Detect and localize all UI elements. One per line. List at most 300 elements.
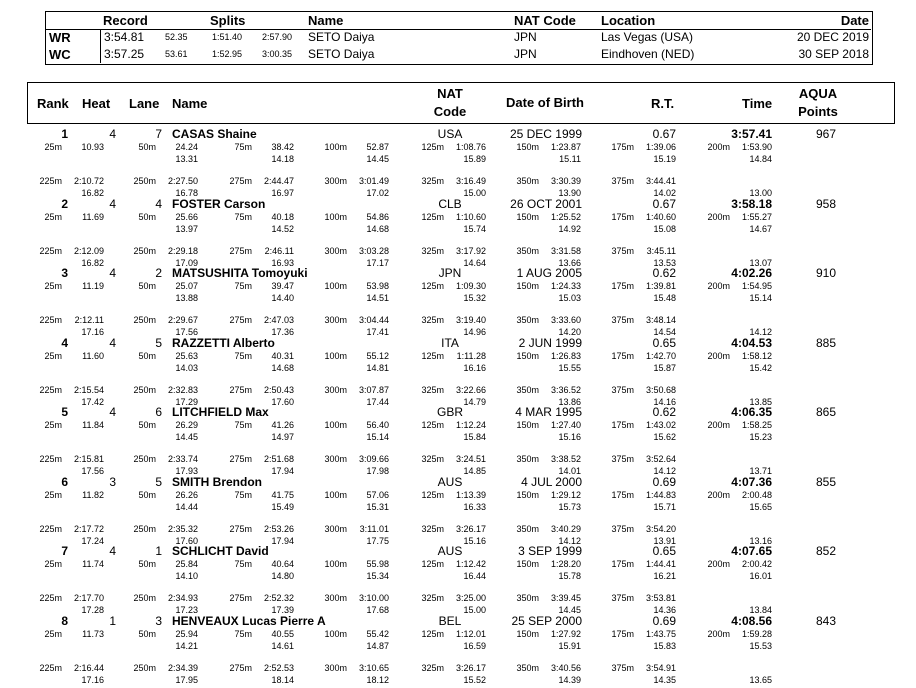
heat: 4	[109, 196, 116, 211]
split-distance: 100m	[324, 420, 347, 430]
split-lap: 14.36	[653, 605, 676, 615]
split-value: 40.64	[271, 559, 294, 569]
split-value: 3:11.01	[359, 523, 389, 534]
heat: 4	[109, 405, 116, 419]
split-value: 55.12	[366, 350, 389, 361]
split-value: 11.84	[82, 420, 104, 430]
split-distance: 375m	[611, 454, 634, 464]
rank: 8	[61, 613, 68, 628]
split-lap: 14.68	[271, 362, 294, 373]
split-distance: 150m	[516, 628, 539, 639]
split-lap: 15.32	[463, 293, 486, 303]
split-value: 1:58.12	[741, 350, 772, 361]
split-distance: 25m	[44, 211, 62, 222]
split-distance: 75m	[234, 211, 252, 222]
split-lap: 14.67	[749, 223, 772, 234]
lane: 1	[155, 544, 162, 558]
aqua-points: 852	[815, 544, 836, 558]
split-value: 3:38.52	[550, 454, 581, 464]
heat: 4	[109, 127, 116, 141]
split-lap: 13.31	[175, 154, 198, 164]
split-lap: 17.17	[366, 257, 389, 268]
split-distance: 325m	[421, 315, 444, 325]
split-value: 3:17.92	[455, 245, 486, 256]
col-heat: Heat	[82, 96, 111, 111]
split-value: 10.93	[81, 142, 104, 152]
split-lap: 15.08	[653, 223, 676, 234]
split-distance: 300m	[324, 245, 347, 256]
split-distance: 150m	[516, 489, 539, 500]
split-value: 3:52.64	[645, 454, 676, 464]
split-distance: 125m	[421, 350, 444, 361]
split-distance: 175m	[611, 628, 634, 639]
split-value: 3:01.49	[358, 176, 389, 186]
split-distance: 100m	[324, 628, 347, 639]
split-lap: 14.12	[653, 466, 676, 476]
split-value: 11.73	[82, 628, 104, 639]
split-lap: 17.44	[366, 396, 389, 407]
split-lap: 14.85	[463, 466, 486, 476]
split-lap: 14.87	[366, 640, 389, 651]
split-lap: 17.28	[81, 605, 104, 615]
col-aqua: AQUA	[798, 86, 838, 101]
split-distance: 350m	[516, 662, 539, 673]
split-value: 2:53.26	[263, 523, 294, 534]
records-divider	[100, 29, 101, 63]
split-value: 1:12.24	[455, 420, 486, 430]
aqua-points: 865	[815, 405, 836, 419]
split-value: 1:26.83	[550, 350, 581, 361]
rank: 6	[61, 474, 68, 489]
split-distance: 200m	[707, 489, 730, 500]
split-distance: 250m	[133, 454, 156, 464]
split-distance: 175m	[611, 489, 634, 500]
split-lap: 13.65	[749, 674, 772, 685]
split-distance: 250m	[133, 523, 156, 534]
split-distance: 125m	[421, 420, 444, 430]
split-value: 41.75	[271, 489, 294, 500]
split-value: 2:12.09	[73, 245, 104, 256]
split-value: 3:26.17	[455, 523, 486, 534]
split-value: 1:27.92	[550, 628, 581, 639]
split-lap: 14.64	[463, 257, 486, 268]
split-distance: 275m	[229, 454, 252, 464]
split-distance: 375m	[611, 245, 634, 256]
split-value: 52.87	[366, 142, 389, 152]
split-value: 26.29	[175, 420, 198, 430]
split-distance: 300m	[324, 315, 347, 325]
split-lap: 15.84	[463, 432, 486, 442]
split-value: 1:24.33	[550, 281, 581, 291]
split-lap: 15.16	[558, 432, 581, 442]
aqua-points: 967	[815, 127, 836, 141]
aqua-points: 910	[815, 266, 836, 280]
split-value: 2:34.93	[167, 593, 198, 603]
record-split: 1:51.40	[212, 32, 243, 42]
split-lap: 18.12	[366, 674, 389, 685]
split-value: 2:15.54	[73, 384, 104, 395]
split-distance: 25m	[44, 281, 62, 291]
lane: 5	[155, 335, 162, 350]
lane: 2	[155, 266, 162, 280]
split-distance: 225m	[39, 245, 62, 256]
split-lap: 15.48	[653, 293, 676, 303]
heat: 4	[109, 335, 116, 350]
record-split: 3:00.35	[262, 49, 293, 59]
split-value: 2:29.67	[167, 315, 198, 325]
split-distance: 75m	[234, 350, 252, 361]
split-value: 3:03.28	[358, 245, 389, 256]
split-distance: 375m	[611, 593, 634, 603]
split-distance: 275m	[229, 315, 252, 325]
reaction-time: 0.69	[652, 613, 676, 628]
split-value: 40.18	[271, 211, 294, 222]
split-distance: 25m	[44, 489, 62, 500]
split-distance: 50m	[138, 211, 156, 222]
split-value: 2:17.72	[73, 523, 104, 534]
split-value: 1:12.42	[455, 559, 486, 569]
date-of-birth: 3 SEP 1999	[518, 544, 582, 558]
split-lap: 14.80	[271, 571, 294, 581]
split-lap: 15.71	[653, 501, 676, 512]
aqua-points: 958	[815, 196, 836, 211]
split-lap: 15.31	[366, 501, 389, 512]
split-value: 1:25.52	[550, 211, 581, 222]
date-of-birth: 26 OCT 2001	[510, 196, 582, 211]
split-value: 3:16.49	[455, 176, 486, 186]
records-header-record: Record	[103, 13, 148, 28]
split-value: 3:48.14	[645, 315, 676, 325]
split-value: 3:26.17	[455, 662, 486, 673]
split-distance: 75m	[234, 559, 252, 569]
record-date: 20 DEC 2019	[796, 30, 869, 44]
heat: 1	[109, 613, 116, 628]
reaction-time: 0.65	[652, 335, 676, 350]
split-value: 56.40	[366, 420, 389, 430]
split-distance: 175m	[611, 211, 634, 222]
aqua-points: 843	[815, 613, 836, 628]
split-distance: 50m	[138, 559, 156, 569]
rank: 1	[61, 127, 68, 141]
split-lap: 15.53	[749, 640, 772, 651]
split-lap: 14.79	[463, 396, 486, 407]
split-distance: 125m	[421, 211, 444, 222]
final-time: 4:06.35	[731, 405, 772, 419]
record-nat: JPN	[514, 47, 537, 61]
split-lap: 16.16	[463, 362, 486, 373]
split-distance: 325m	[421, 454, 444, 464]
col-time: Time	[742, 96, 773, 111]
split-distance: 75m	[234, 142, 252, 152]
split-lap: 14.45	[175, 432, 198, 442]
split-distance: 225m	[39, 593, 62, 603]
record-split: 52.35	[165, 32, 188, 42]
split-distance: 350m	[516, 384, 539, 395]
split-value: 1:54.95	[741, 281, 772, 291]
split-value: 3:45.11	[646, 245, 676, 256]
split-lap: 14.44	[175, 501, 198, 512]
split-lap: 17.75	[366, 535, 389, 546]
split-value: 55.42	[366, 628, 389, 639]
split-distance: 100m	[324, 489, 347, 500]
split-lap: 14.12	[749, 327, 772, 337]
split-distance: 350m	[516, 454, 539, 464]
split-distance: 300m	[324, 454, 347, 464]
split-value: 1:23.87	[550, 142, 581, 152]
split-value: 11.74	[82, 559, 104, 569]
split-distance: 375m	[611, 523, 634, 534]
split-lap: 14.16	[653, 396, 676, 407]
split-lap: 14.20	[558, 327, 581, 337]
split-lap: 17.68	[366, 605, 389, 615]
split-lap: 16.21	[653, 571, 676, 581]
final-time: 4:04.53	[731, 335, 772, 350]
athlete-name: SMITH Brendon	[172, 474, 262, 489]
split-lap: 16.82	[81, 257, 104, 268]
split-lap: 14.03	[175, 362, 198, 373]
split-lap: 15.03	[558, 293, 581, 303]
split-lap: 17.94	[271, 535, 294, 546]
split-value: 1:43.75	[645, 628, 676, 639]
split-value: 1:27.40	[550, 420, 581, 430]
lane: 7	[155, 127, 162, 141]
split-lap: 13.91	[653, 535, 676, 546]
split-distance: 350m	[516, 523, 539, 534]
split-distance: 125m	[421, 142, 444, 152]
split-lap: 15.14	[366, 432, 389, 442]
split-distance: 250m	[133, 245, 156, 256]
split-distance: 175m	[611, 350, 634, 361]
split-distance: 225m	[39, 315, 62, 325]
split-lap: 14.12	[558, 535, 581, 546]
split-distance: 150m	[516, 559, 539, 569]
split-value: 40.55	[271, 628, 294, 639]
split-lap: 15.19	[653, 154, 676, 164]
split-value: 1:42.70	[645, 350, 676, 361]
rank: 2	[61, 196, 68, 211]
split-lap: 17.93	[175, 466, 198, 476]
split-value: 25.63	[175, 350, 198, 361]
split-value: 2:33.74	[167, 454, 198, 464]
split-value: 1:09.30	[455, 281, 486, 291]
split-lap: 15.83	[653, 640, 676, 651]
split-value: 2:00.48	[741, 489, 772, 500]
split-lap: 17.56	[175, 327, 198, 337]
split-lap: 15.89	[463, 154, 486, 164]
split-distance: 75m	[234, 628, 252, 639]
nat-code: CLB	[438, 196, 462, 211]
split-distance: 200m	[707, 142, 730, 152]
aqua-points: 885	[815, 335, 836, 350]
split-value: 3:50.68	[645, 384, 676, 395]
split-distance: 100m	[324, 559, 347, 569]
split-distance: 125m	[421, 559, 444, 569]
split-distance: 250m	[133, 315, 156, 325]
split-distance: 375m	[611, 384, 634, 395]
split-distance: 325m	[421, 384, 444, 395]
aqua-points: 855	[815, 474, 836, 489]
split-distance: 175m	[611, 559, 634, 569]
final-time: 4:07.36	[731, 474, 772, 489]
final-time: 3:58.18	[731, 196, 772, 211]
split-distance: 175m	[611, 281, 634, 291]
split-distance: 50m	[138, 420, 156, 430]
split-lap: 14.18	[271, 154, 294, 164]
reaction-time: 0.65	[652, 544, 676, 558]
split-lap: 13.88	[175, 293, 198, 303]
col-code: Code	[433, 104, 467, 119]
final-time: 4:07.65	[731, 544, 772, 558]
split-value: 55.98	[366, 559, 389, 569]
split-distance: 350m	[516, 315, 539, 325]
date-of-birth: 4 MAR 1995	[515, 405, 582, 419]
split-value: 3:54.91	[645, 662, 676, 673]
split-lap: 13.16	[749, 535, 772, 546]
split-value: 2:35.32	[167, 523, 198, 534]
split-value: 54.86	[366, 211, 389, 222]
split-value: 2:29.18	[167, 245, 198, 256]
split-value: 1:53.90	[741, 142, 772, 152]
split-lap: 13.66	[558, 257, 581, 268]
date-of-birth: 1 AUG 2005	[516, 266, 582, 280]
split-lap: 14.02	[653, 188, 676, 198]
athlete-name: CASAS Shaine	[172, 127, 257, 141]
split-value: 3:53.81	[645, 593, 676, 603]
split-lap: 17.16	[81, 327, 104, 337]
split-lap: 17.95	[175, 674, 198, 685]
records-header-nat: NAT Code	[514, 13, 576, 28]
split-value: 25.84	[175, 559, 198, 569]
split-value: 2:46.11	[264, 245, 294, 256]
nat-code: BEL	[438, 613, 462, 628]
split-value: 1:13.39	[455, 489, 486, 500]
split-distance: 25m	[44, 142, 62, 152]
col-nat: NAT	[437, 86, 463, 101]
col-name: Name	[172, 96, 208, 111]
split-value: 3:24.51	[455, 454, 486, 464]
split-lap: 17.56	[81, 466, 104, 476]
split-value: 3:22.66	[455, 384, 486, 395]
split-lap: 16.93	[271, 257, 294, 268]
split-value: 2:50.43	[263, 384, 294, 395]
split-lap: 13.85	[749, 396, 772, 407]
split-value: 1:28.20	[550, 559, 581, 569]
split-value: 2:10.72	[73, 176, 104, 186]
split-lap: 15.00	[463, 605, 486, 615]
split-value: 11.60	[82, 350, 104, 361]
split-distance: 225m	[39, 384, 62, 395]
split-distance: 350m	[516, 176, 539, 186]
split-value: 3:10.65	[358, 662, 389, 673]
split-value: 2:15.81	[73, 454, 104, 464]
split-value: 3:54.20	[645, 523, 676, 534]
record-name: SETO Daiya	[308, 30, 375, 44]
split-value: 1:40.60	[645, 211, 676, 222]
split-lap: 16.59	[463, 640, 486, 651]
split-distance: 275m	[229, 176, 252, 186]
record-split: 2:57.90	[262, 32, 293, 42]
split-lap: 15.91	[558, 640, 581, 651]
rank: 5	[61, 405, 68, 419]
final-time: 4:02.26	[731, 266, 772, 280]
split-lap: 14.97	[271, 432, 294, 442]
split-distance: 175m	[611, 420, 634, 430]
split-lap: 15.11	[559, 154, 581, 164]
split-lap: 13.00	[749, 188, 772, 198]
reaction-time: 0.67	[652, 127, 676, 141]
split-lap: 13.84	[749, 605, 772, 615]
split-distance: 25m	[44, 420, 62, 430]
split-distance: 275m	[229, 384, 252, 395]
lane: 5	[155, 474, 162, 489]
split-lap: 14.96	[463, 327, 486, 337]
split-value: 1:59.28	[741, 628, 772, 639]
split-lap: 16.78	[175, 188, 198, 198]
split-lap: 14.52	[271, 223, 294, 234]
date-of-birth: 25 SEP 2000	[511, 613, 582, 628]
split-distance: 25m	[44, 628, 62, 639]
col-lane: Lane	[129, 96, 160, 111]
split-distance: 300m	[324, 384, 347, 395]
split-value: 24.24	[175, 142, 198, 152]
records-header-splits: Splits	[210, 13, 246, 28]
split-distance: 125m	[421, 281, 444, 291]
split-distance: 300m	[324, 176, 347, 186]
split-distance: 150m	[516, 281, 539, 291]
split-lap: 15.62	[653, 432, 676, 442]
split-distance: 250m	[133, 662, 156, 673]
split-distance: 275m	[229, 593, 252, 603]
split-distance: 200m	[707, 420, 730, 430]
lane: 6	[155, 405, 162, 419]
split-value: 2:34.39	[167, 662, 198, 673]
split-distance: 150m	[516, 211, 539, 222]
records-header-date: Date	[840, 13, 869, 28]
split-lap: 16.01	[749, 571, 772, 581]
split-distance: 225m	[39, 176, 62, 186]
split-lap: 14.54	[653, 327, 676, 337]
col-rt: R.T.	[651, 96, 675, 111]
date-of-birth: 25 DEC 1999	[509, 127, 582, 141]
split-distance: 50m	[138, 628, 156, 639]
split-value: 1:10.60	[455, 211, 486, 222]
split-lap: 17.36	[271, 327, 294, 337]
split-value: 41.26	[271, 420, 294, 430]
split-lap: 16.82	[81, 188, 104, 198]
split-lap: 15.74	[463, 223, 486, 234]
split-distance: 100m	[324, 211, 347, 222]
rank: 7	[61, 544, 68, 558]
split-distance: 375m	[611, 315, 634, 325]
split-distance: 200m	[707, 350, 730, 361]
record-time: 3:54.81	[104, 30, 145, 44]
nat-code: USA	[437, 127, 463, 141]
nat-code: AUS	[437, 474, 463, 489]
athlete-name: LITCHFIELD Max	[172, 405, 269, 419]
split-value: 1:12.01	[455, 628, 486, 639]
split-distance: 50m	[138, 142, 156, 152]
split-lap: 13.86	[558, 396, 581, 407]
split-lap: 15.00	[463, 188, 486, 198]
split-value: 1:11.28	[456, 350, 486, 361]
split-distance: 275m	[229, 662, 252, 673]
record-split: 53.61	[165, 49, 188, 59]
split-distance: 325m	[421, 662, 444, 673]
split-distance: 150m	[516, 142, 539, 152]
split-value: 3:07.87	[358, 384, 389, 395]
athlete-name: SCHLICHT David	[172, 544, 269, 558]
split-lap: 14.45	[366, 154, 389, 164]
